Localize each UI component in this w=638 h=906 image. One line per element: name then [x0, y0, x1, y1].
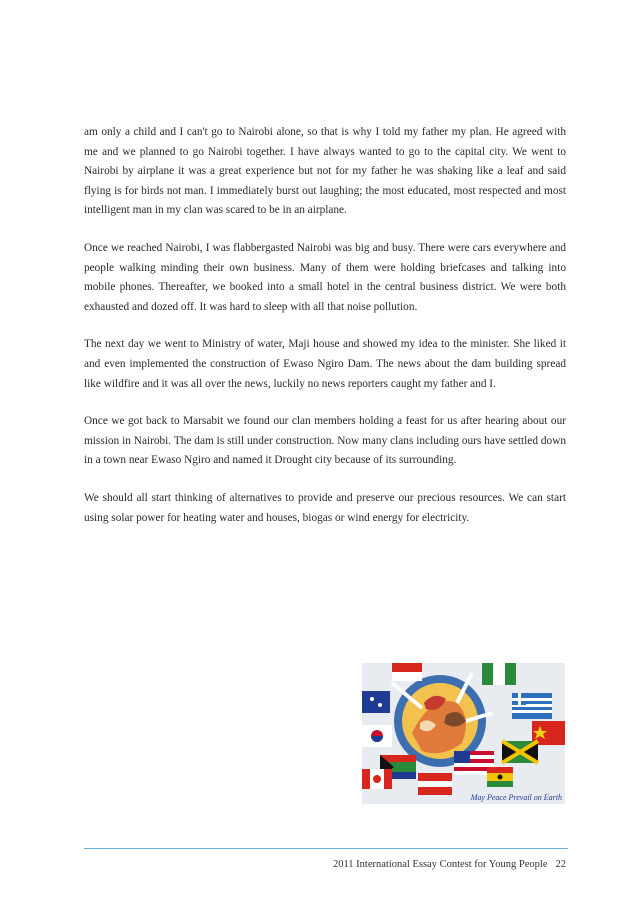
- flag-greece: [512, 693, 552, 719]
- paragraph-2: Once we reached Nairobi, I was flabbergasted Nairobi was big and busy. There were cars everywhere and people walking minding their own business. Many of them were holding briefcases and talking into mobile phones. Thereafter, we booked into a small hotel in the central business district. We were both exhausted and dozed off. It was hard to sleep with all that noise pollution.: [84, 241, 566, 313]
- flag-korea: [362, 725, 392, 747]
- essay-body: [84, 123, 566, 546]
- footer-divider: [84, 848, 568, 849]
- flag-jamaica: [502, 741, 538, 763]
- flag-green-white: [482, 663, 516, 685]
- paragraph-1: am only a child and I can't go to Nairobi alone, so that is why I told my father my plan. He agreed with me and we planned to go Nairobi together. I have always wanted to go to the capital city. We went to Nairobi by airplane it was a great experience but not for my father he was shaking like a leaf and said flying is for birds not man. I immediately burst out laughing; the most educated, most respected and most intelligent man in my clan was scared to be in an airplane.: [84, 126, 566, 217]
- flag-red-top: [392, 663, 422, 681]
- page-number: 22: [555, 859, 566, 870]
- paragraph-4: Once we got back to Marsabit we found our clan members holding a feast for us after hearing about our mission in Nairobi. The dam is still under construction. Now many clans including ours have settled down in a town near Ewaso Ngiro and named it Drought city because of its surrounding.: [84, 415, 566, 467]
- footer-title: 2011 International Essay Contest for Young People: [332, 859, 548, 870]
- page-footer: [84, 859, 566, 870]
- flag-red-white: [418, 773, 452, 795]
- flag-ghana: [487, 767, 513, 787]
- artwork-signature: May Peace Prevail on Earth: [470, 793, 562, 802]
- paragraph-5: We should all start thinking of alternatives to provide and preserve our precious resources. We can start using solar power for heating water and houses, biogas or wind energy for electricity.: [84, 491, 566, 524]
- flags-artwork-svg: [362, 663, 565, 804]
- flag-canada: [362, 769, 392, 789]
- paragraph-3: The next day we went to Ministry of water, Maji house and showed my idea to the minister. She liked it and even implemented the construction of Ewaso Ngiro Dam. The news about the dam building spread like wildfire and it was all over the news, luckily no news reporters caught my father and I.: [84, 338, 566, 390]
- flag-blue-stars: [362, 691, 390, 713]
- flags-illustration: [362, 663, 565, 804]
